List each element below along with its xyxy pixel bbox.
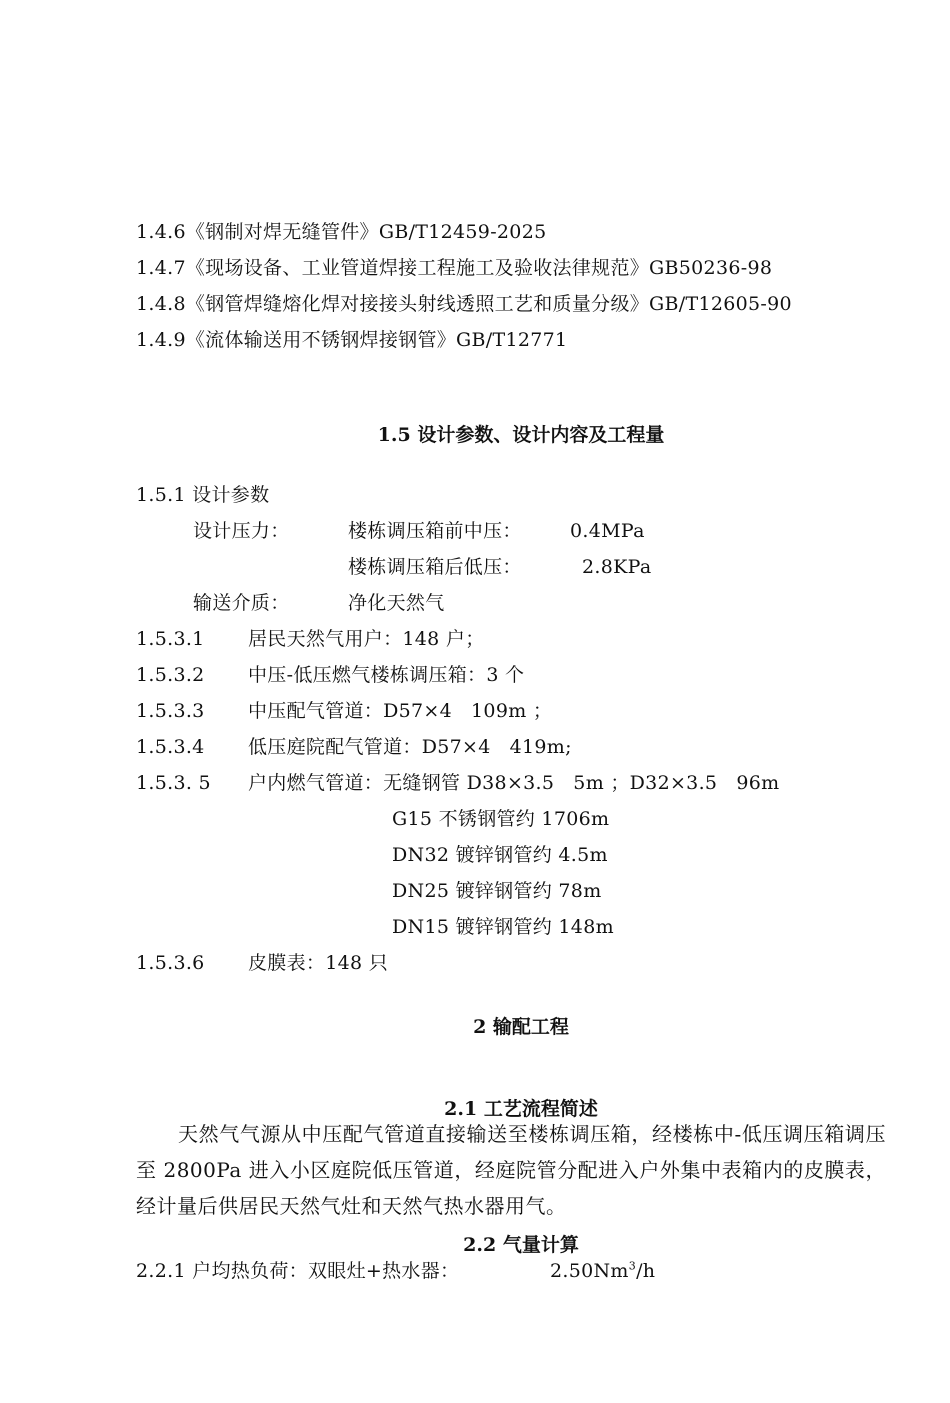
heat-load-value: 2.50Nm$^3$/h (550, 1259, 656, 1282)
item-text: 户内燃气管道：无缝钢管 D38×3.5 5m ；D32×3.5 96m (248, 772, 780, 794)
item-number: 1.5.3. 5 (136, 772, 211, 794)
reference-1-4-7: 1.4.7《现场设备、工业管道焊接工程施工及验收法律规范》GB50236-98 (136, 257, 773, 279)
superscript-3: 3 (628, 1259, 637, 1273)
heat-load-label: 2.2.1 户均热负荷：双眼灶+热水器： (136, 1260, 460, 1282)
pipe-subline: G15 不锈钢管约 1706m (392, 808, 610, 830)
pipe-subline: DN32 镀锌钢管约 4.5m (392, 844, 608, 866)
section-2-1-title: 2.1 工艺流程简述 (444, 1098, 598, 1120)
item-number: 1.5.3.1 (136, 628, 205, 650)
item-text: 居民天然气用户：148 户； (248, 628, 485, 650)
reference-1-4-9: 1.4.9《流体输送用不锈钢焊接钢管》GB/T12771 (136, 329, 568, 351)
pipe-subline: DN15 镀锌钢管约 148m (392, 916, 614, 938)
reference-1-4-6: 1.4.6《钢制对焊无缝管件》GB/T12459-2025 (136, 221, 547, 243)
low-pressure-value: 2.8KPa (582, 556, 652, 578)
design-pressure-label: 设计压力： (193, 520, 290, 542)
reference-1-4-8: 1.4.8《钢管焊缝熔化焊对接接头射线透照工艺和质量分级》GB/T12605-90 (136, 293, 792, 315)
medium-label: 输送介质： (193, 592, 290, 614)
subsection-1-5-1-title: 1.5.1 设计参数 (136, 484, 270, 506)
item-number: 1.5.3.6 (136, 952, 205, 974)
item-number: 1.5.3.3 (136, 700, 205, 722)
item-number: 1.5.3.4 (136, 736, 205, 758)
section-1-5-title: 1.5 设计参数、设计内容及工程量 (377, 424, 665, 446)
item-text: 中压-低压燃气楼栋调压箱：3 个 (248, 664, 525, 686)
section-2-title: 2 输配工程 (473, 1016, 569, 1038)
item-text: 皮膜表：148 只 (248, 952, 389, 974)
section-2-2-title: 2.2 气量计算 (463, 1234, 579, 1256)
mid-pressure-label: 楼栋调压箱前中压： (348, 520, 522, 542)
medium-value: 净化天然气 (348, 592, 445, 614)
low-pressure-label: 楼栋调压箱后低压： (348, 556, 522, 578)
pipe-subline: DN25 镀锌钢管约 78m (392, 880, 602, 902)
item-text: 低压庭院配气管道：D57×4 419m; (248, 736, 572, 758)
item-number: 1.5.3.2 (136, 664, 205, 686)
item-text: 中压配气管道：D57×4 109m ； (248, 700, 553, 722)
mid-pressure-value: 0.4MPa (570, 520, 645, 542)
process-description-paragraph: 天然气气源从中压配气管道直接输送至楼栋调压箱，经楼栋中-低压调压箱调压至 2800Pa 进入小区庭院低压管道，经庭院管分配进入户外集中表箱内的皮膜表，经计量后供居民天然气灶和天然气热水器用气。 (136, 1122, 886, 1218)
